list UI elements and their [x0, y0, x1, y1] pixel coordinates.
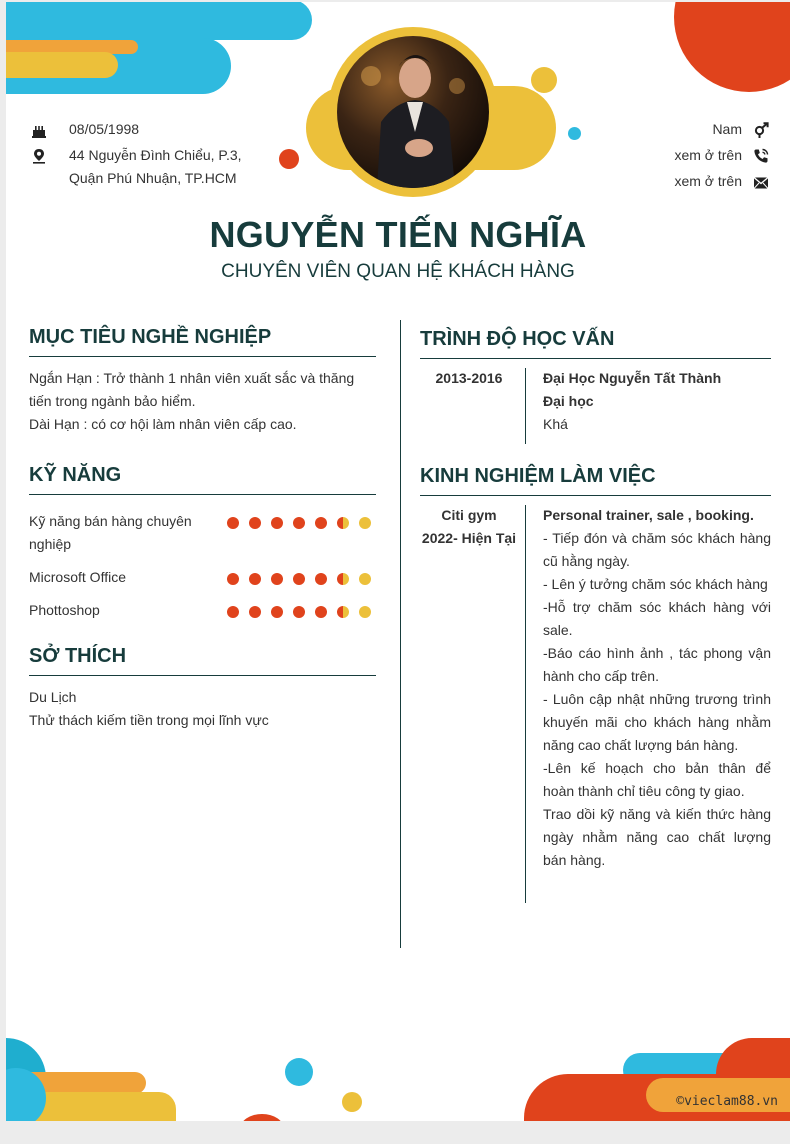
rating-dot: [293, 606, 305, 618]
cake-icon: [31, 122, 47, 138]
skills-title: KỸ NĂNG: [29, 464, 122, 486]
hobbies-rule: [29, 675, 376, 676]
objective-short-term: Ngắn Hạn : Trở thành 1 nhân viên xuất sắc và thăng tiến trong ngành bảo hiểm.: [29, 370, 355, 409]
education-school: Đại Học Nguyễn Tất Thành: [543, 370, 722, 386]
decor-stripe-yellow: [6, 52, 118, 78]
skill-name: Phottoshop: [29, 602, 100, 618]
resume-page: [6, 2, 790, 1121]
duty-item: -Báo cáo hình ảnh , tác phong vận hành cho cấp trên.: [543, 645, 771, 684]
skill-rating: [227, 517, 371, 529]
rating-dot: [271, 517, 283, 529]
duty-item: Trao dồi kỹ năng và kiến thức hàng ngày nhằm năng cao chất lượng bán hàng.: [543, 806, 771, 868]
rating-dot: [293, 573, 305, 585]
duty-item: -Hỗ trợ chăm sóc khách hàng với sale.: [543, 599, 771, 638]
rating-dot: [249, 517, 261, 529]
decor-dot-bottom-blue: [285, 1058, 313, 1086]
decor-dot-bottom-yellow: [342, 1092, 362, 1112]
skill-rating: [227, 606, 371, 618]
rating-dot-empty: [359, 606, 371, 618]
rating-dot: [227, 606, 239, 618]
rating-dot: [227, 573, 239, 585]
gender-text: Nam: [712, 121, 742, 137]
duty-item: - Lên ý tưởng chăm sóc khách hàng: [543, 576, 768, 592]
decor-blob-top-left: [6, 2, 312, 40]
rating-dot-half: [337, 573, 349, 585]
experience-timeline: [525, 505, 526, 903]
skill-rating: [227, 573, 371, 585]
candidate-role: CHUYÊN VIÊN QUAN HỆ KHÁCH HÀNG: [221, 261, 575, 282]
hobby-item: Du Lịch: [29, 689, 77, 705]
experience-duties: [543, 527, 771, 872]
decor-circle-top-right: [674, 2, 790, 92]
rating-dot: [315, 517, 327, 529]
email-text: xem ở trên: [674, 173, 742, 189]
skill-name: Microsoft Office: [29, 569, 126, 585]
birthdate-text: 08/05/1998: [69, 121, 140, 137]
rating-dot-empty: [359, 517, 371, 529]
rating-dot: [315, 606, 327, 618]
objective-rule: [29, 356, 376, 357]
watermark: ©vieclam88.vn: [676, 1094, 778, 1109]
skills-rule: [29, 494, 376, 495]
experience-rule: [420, 495, 771, 496]
objective-long-term: Dài Hạn : có cơ hội làm nhân viên cấp cao.: [29, 416, 297, 432]
profile-photo: [337, 36, 489, 188]
rating-dot-half: [337, 517, 349, 529]
column-divider: [400, 320, 401, 948]
rating-dot: [271, 573, 283, 585]
decor-dot-blue: [568, 127, 581, 140]
objective-title: MỤC TIÊU NGHỀ NGHIỆP: [29, 326, 272, 348]
education-rule: [420, 358, 771, 359]
rating-dot-empty: [359, 573, 371, 585]
rating-dot: [249, 606, 261, 618]
experience-period: 2022- Hiện Tại: [421, 530, 517, 546]
education-timeline: [525, 368, 526, 444]
candidate-name: NGUYỄN TIẾN NGHĨA: [209, 214, 587, 255]
education-grade: Khá: [543, 416, 568, 432]
rating-dot: [271, 606, 283, 618]
duty-item: - Tiếp đón và chăm sóc khách hàng cũ hằng ngày.: [543, 530, 771, 569]
rating-dot-half: [337, 606, 349, 618]
rating-dot: [293, 517, 305, 529]
phone-icon: [753, 148, 769, 164]
rating-dot: [249, 573, 261, 585]
decor-dot-yellow: [531, 67, 557, 93]
experience-position: Personal trainer, sale , booking.: [543, 507, 754, 523]
decor-dot-bottom-red: [240, 1114, 284, 1121]
envelope-icon: [753, 175, 769, 191]
phone-text: xem ở trên: [674, 147, 742, 163]
experience-company: Citi gym: [441, 507, 497, 523]
education-degree: Đại học: [543, 393, 594, 409]
education-title: TRÌNH ĐỘ HỌC VẤN: [420, 328, 615, 350]
hobbies-title: SỞ THÍCH: [29, 645, 127, 667]
address-text: 44 Nguyễn Đình Chiểu, P.3, Quận Phú Nhuận, TP.HCM: [69, 147, 242, 186]
location-pin-icon: [31, 148, 47, 164]
duty-item: -Lên kế hoạch cho bản thân để hoàn thành chỉ tiêu công ty giao.: [543, 760, 771, 799]
decor-dot-red: [279, 149, 299, 169]
hobby-item: Thử thách kiếm tiền trong mọi lĩnh vực: [29, 712, 269, 728]
rating-dot: [227, 517, 239, 529]
duty-item: - Luôn cập nhật những trương trình khuyến mãi cho khách hàng nhằm năng cao chất lượng bán hàng.: [543, 691, 771, 753]
gender-icon: [753, 122, 769, 138]
skill-name: Kỹ năng bán hàng chuyên nghiệp: [29, 513, 192, 552]
education-period: 2013-2016: [435, 370, 503, 386]
rating-dot: [315, 573, 327, 585]
experience-title: KINH NGHIỆM LÀM VIỆC: [420, 465, 656, 487]
